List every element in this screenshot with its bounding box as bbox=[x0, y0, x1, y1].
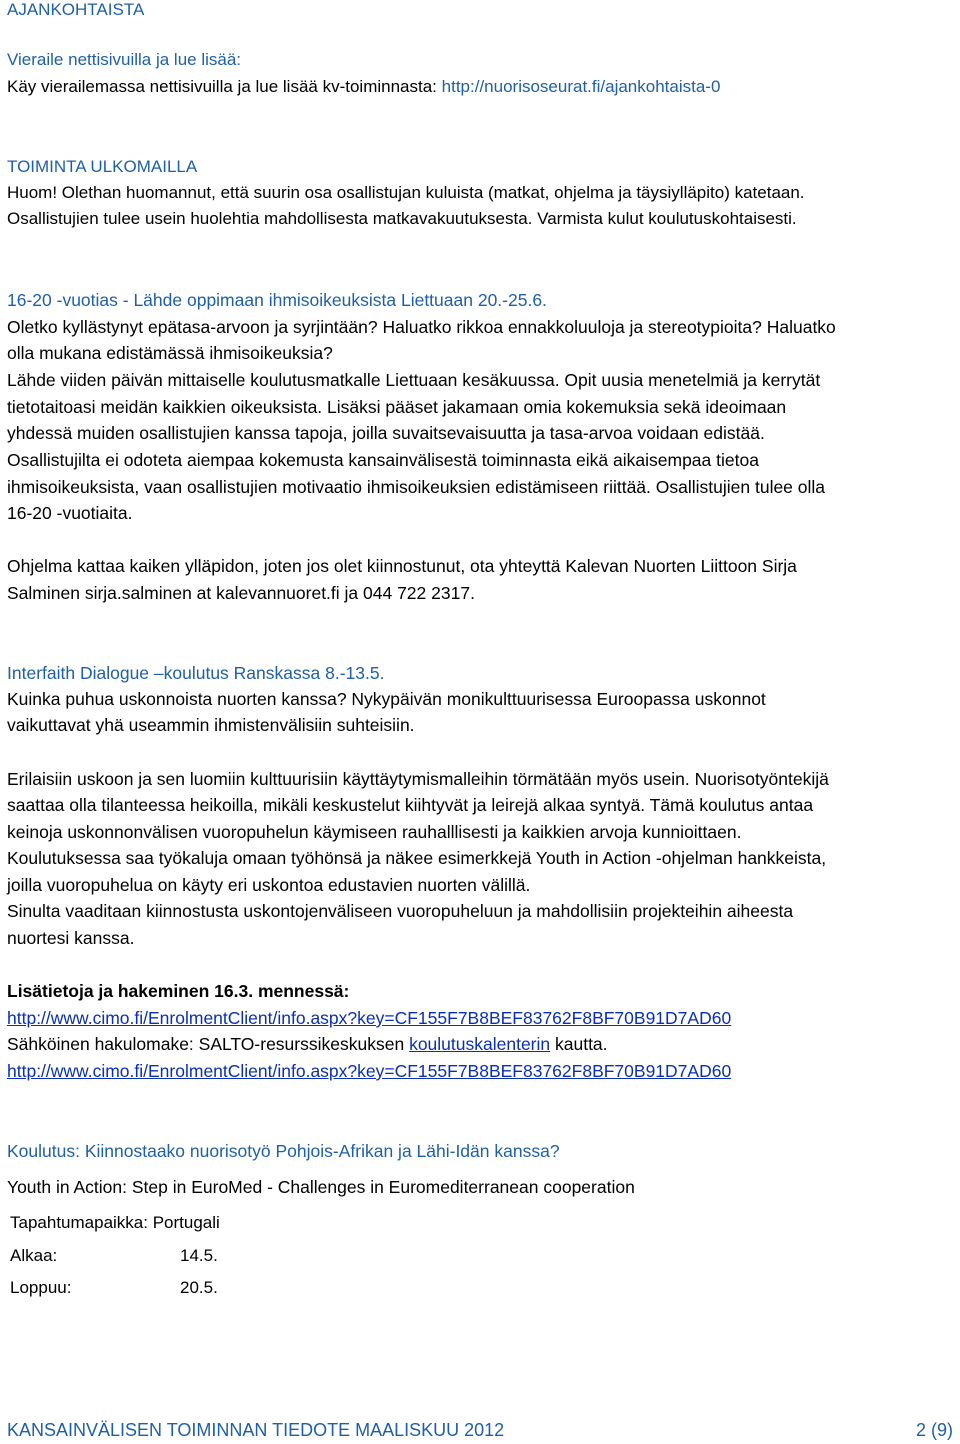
paragraph-line: ihmisoikeuksista, vaan osallistujien motivaatio ihmisoikeuksien edistämiseen riittää. Osallistujien tulee olla bbox=[7, 477, 826, 497]
event-start-value: 14.5. bbox=[180, 1246, 218, 1265]
section-heading-ajankohtaista: AJANKOHTAISTA bbox=[7, 0, 145, 19]
paragraph-line: vaikuttavat yhä useammin ihmistenvälisiin suhteisiin. bbox=[7, 715, 415, 735]
paragraph-line: Osallistujilta ei odoteta aiempaa kokemusta kansainvälisestä toiminnasta eikä aikaisempaa tietoa bbox=[7, 450, 759, 470]
nuorisoseurat-link[interactable]: http://nuorisoseurat.fi/ajankohtaista-0 bbox=[441, 77, 721, 96]
lithuania-heading: 16-20 -vuotias - Lähde oppimaan ihmisoikeuksista Liettuaan 20.-25.6. bbox=[7, 290, 547, 310]
event-end-label: Loppuu: bbox=[10, 1278, 72, 1297]
paragraph-line: Oletko kyllästynyt epätasa-arvoon ja syrjintään? Haluatko rikkoa ennakkoluuloja ja stereotypioita? Haluatko bbox=[7, 317, 836, 337]
paragraph-line: Erilaisiin uskoon ja sen luomiin kulttuurisiin käyttäytymismalleihin törmätään myös usein. Nuorisotyöntekijä bbox=[7, 769, 829, 789]
paragraph-line: joilla vuoropuhelua on käyty eri uskontoa edustavien nuorten välillä. bbox=[7, 875, 531, 895]
contact-line: Salminen sirja.salminen at kalevannuoret.fi ja 044 722 2317. bbox=[7, 583, 475, 603]
interfaith-heading: Interfaith Dialogue –koulutus Ranskassa 8.-13.5. bbox=[7, 663, 385, 683]
application-form-line bbox=[7, 1032, 608, 1056]
paragraph-line: yhdessä muiden osallistujien kanssa tapoja, joilla suvaitsevaisuutta ja tasa-arvoa voidaan edistää. bbox=[7, 423, 765, 443]
koulutuskalenteri-link[interactable]: koulutuskalenterin bbox=[409, 1034, 551, 1054]
info-heading: Lisätietoja ja hakeminen 16.3. mennessä: bbox=[7, 981, 350, 1001]
visit-website-text bbox=[7, 75, 720, 99]
paragraph-line: Lähde viiden päivän mittaiselle koulutusmatkalle Liettuaan kesäkuussa. Opit uusia menetelmiä ja kerrytät bbox=[7, 370, 821, 390]
page-footer bbox=[7, 1418, 953, 1442]
form-prefix: Sähköinen hakulomake: SALTO-resurssikeskuksen bbox=[7, 1034, 410, 1054]
paragraph-line: Koulutuksessa saa työkaluja omaan työhönsä ja näkee esimerkkejä Youth in Action -ohjelman hankkeista, bbox=[7, 848, 827, 868]
event-start-label: Alkaa: bbox=[10, 1246, 58, 1265]
paragraph-line: Sinulta vaaditaan kiinnostusta uskontojenväliseen vuoropuheluun ja mahdollisiin projekteihin aiheesta bbox=[7, 901, 794, 921]
paragraph-line: Huom! Olethan huomannut, että suurin osa osallistujan kuluista (matkat, ohjelma ja täysiylläpito) katetaan. bbox=[7, 183, 805, 202]
contact-line: Ohjelma kattaa kaiken ylläpidon, joten jos olet kiinnostunut, ota yhteyttä Kalevan Nuorten Liittoon Sirja bbox=[7, 556, 797, 576]
paragraph-line: 16-20 -vuotiaita. bbox=[7, 503, 133, 523]
subheading-visit-website: Vieraile nettisivuilla ja lue lisää: bbox=[7, 50, 242, 69]
paragraph-line: nuortesi kanssa. bbox=[7, 928, 135, 948]
paragraph-line: Osallistujien tulee usein huolehtia mahdollisesta matkavakuutuksesta. Varmista kulut koulutuskohtaisesti. bbox=[7, 209, 797, 228]
euromed-heading: Koulutus: Kiinnostaako nuorisotyö Pohjois-Afrikan ja Lähi-Idän kanssa? bbox=[7, 1141, 560, 1161]
euromed-subtitle: Youth in Action: Step in EuroMed - Challenges in Euromediterranean cooperation bbox=[7, 1177, 635, 1197]
cimo-link[interactable]: http://www.cimo.fi/EnrolmentClient/info.aspx?key=CF155F7B8BEF83762F8BF70B91D7AD60 bbox=[7, 1061, 732, 1081]
cimo-link[interactable]: http://www.cimo.fi/EnrolmentClient/info.aspx?key=CF155F7B8BEF83762F8BF70B91D7AD60 bbox=[7, 1008, 732, 1028]
paragraph-line: olla mukana edistämässä ihmisoikeuksia? bbox=[7, 343, 333, 363]
paragraph-line: tietotaitoasi meidän kaikkien oikeuksista. Lisäksi pääset jakamaan omia kokemuksia sekä ideoimaan bbox=[7, 397, 787, 417]
visit-website-body: Käy vierailemassa nettisivuilla ja lue lisää kv-toiminnasta: bbox=[7, 77, 442, 96]
section-heading-toiminta-ulkomailla: TOIMINTA ULKOMAILLA bbox=[7, 157, 198, 176]
page-number: 2 (9) bbox=[915, 1420, 953, 1440]
paragraph-line: keinoja uskonnonvälisen vuoropuhelun käymiseen rauhalllisesti ja kaikkien arvoja kunnioittaen. bbox=[7, 822, 742, 842]
paragraph-line: saattaa olla tilanteessa heikoilla, mikäli keskustelut kiihtyvät ja leirejä alkaa syntyä. Tämä koulutus antaa bbox=[7, 795, 814, 815]
footer-title: KANSAINVÄLISEN TOIMINNAN TIEDOTE MAALISKUU 2012 bbox=[7, 1420, 505, 1440]
paragraph-line: Kuinka puhua uskonnoista nuorten kanssa? Nykypäivän monikulttuurisessa Euroopassa uskonnot bbox=[7, 689, 766, 709]
event-place: Tapahtumapaikka: Portugali bbox=[10, 1213, 220, 1232]
event-end-value: 20.5. bbox=[180, 1278, 218, 1297]
form-suffix: kautta. bbox=[550, 1034, 608, 1054]
